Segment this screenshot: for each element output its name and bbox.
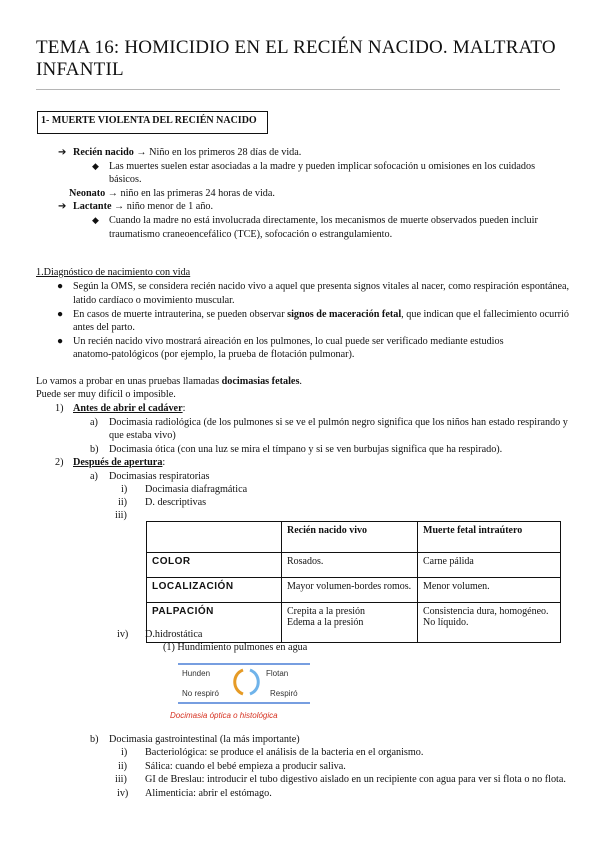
table-cell <box>282 603 418 643</box>
gastro-bacteriologica: Bacteriológica: se produce el análisis de la bacteria en el organismo. <box>145 747 424 758</box>
diagram-hunden: Hunden <box>182 669 211 678</box>
table-header-cell: Recién nacido vivo <box>282 522 418 553</box>
diagram-flotan: Flotan <box>266 669 289 678</box>
diagram-caption: Docimasia óptica o histológica <box>170 711 278 720</box>
rn-sub-line-2: básicos. <box>109 174 142 185</box>
roman-iv: iv) <box>117 629 129 640</box>
arrow-icon: ➔ <box>58 147 67 158</box>
table-row <box>147 603 561 643</box>
table-cell: Menor volumen. <box>418 578 561 603</box>
doc-radiologica-line-2: que estaba vivo) <box>109 430 176 441</box>
section-heading: 1- MUERTE VIOLENTA DEL RECIÉN NACIDO <box>41 115 257 126</box>
doc-intro-pre: Lo vamos a probar en unas pruebas llamadas <box>36 376 222 387</box>
def-neonato <box>69 187 275 200</box>
roman-i: i) <box>121 747 128 758</box>
diag-b2-bold: signos de maceración fetal <box>287 309 402 320</box>
sub-hundimiento: (1) Hundimiento pulmones en agua <box>163 642 308 653</box>
rn-sub-line-1: Las muertes suelen estar asociadas a la madre y pueden implicar sofocación u omisiones en los cuidados <box>109 161 536 172</box>
def-recien-nacido <box>73 146 301 159</box>
diag-b2-pre: En casos de muerte intrauterina, se pueden observar <box>73 309 288 320</box>
doc-diafragmatica: Docimasia diafragmática <box>145 484 248 495</box>
table-cell: Carne pálida <box>418 553 561 578</box>
num-2: 2) <box>55 457 64 468</box>
table-header-cell: Muerte fetal intraútero <box>418 522 561 553</box>
rn-text: → Niño en los primeros 28 días de vida. <box>133 147 302 158</box>
letter-b: b) <box>90 734 99 745</box>
section-heading-box <box>37 111 268 134</box>
table-row-label: PALPACIÓN <box>147 603 282 643</box>
doc-intro <box>36 375 302 388</box>
doc-intro-post: . <box>299 376 302 387</box>
diag-b2-line-1 <box>73 308 569 321</box>
table-cell: Mayor volumen-bordes romos. <box>282 578 418 603</box>
flotation-diagram <box>170 660 320 722</box>
table-cell-line: Consistencia dura, homogéneo. <box>423 606 549 617</box>
title-rule <box>36 89 560 90</box>
roman-iv: iv) <box>117 788 129 799</box>
rn-label: Recién nacido <box>73 147 134 158</box>
diamond-bullet-icon: ◆ <box>92 215 99 225</box>
table-cell: Rosados. <box>282 553 418 578</box>
roman-ii: ii) <box>118 761 128 772</box>
table-row <box>147 578 561 603</box>
gastro-breslau: GI de Breslau: introducir el tubo digestivo aislado en un recipiente con agua para ver si flota o no flota. <box>145 774 566 785</box>
table-header-row <box>147 522 561 553</box>
table-cell-line: Edema a la presión <box>287 617 364 628</box>
table-cell-line: Crepita a la presión <box>287 606 366 617</box>
lac-label: Lactante <box>73 201 112 212</box>
bullet-icon: ● <box>57 309 64 320</box>
roman-iii: iii) <box>115 774 127 785</box>
roman-iii: iii) <box>115 510 127 521</box>
neo-text: → niño en las primeras 24 horas de vida. <box>105 188 275 199</box>
diagram-blue-arc <box>250 670 258 694</box>
letter-a: a) <box>90 471 98 482</box>
page-title <box>36 37 556 81</box>
roman-ii: ii) <box>118 497 128 508</box>
table-corner-cell <box>147 522 282 553</box>
doc-hidrostatica: D.hidrostática <box>145 629 203 640</box>
step-2-label: Después de apertura <box>73 457 163 468</box>
table-cell-line: No líquido. <box>423 617 469 628</box>
step-2-post: : <box>162 457 166 468</box>
diag-b2-post: , que indican que el fallecimiento ocurrió <box>401 309 569 320</box>
comparison-table <box>146 521 561 643</box>
gastro-salica: Sálica: cuando el bebé empieza a producir saliva. <box>145 761 346 772</box>
diag-b3-line-1: Un recién nacido vivo mostrará aireación en los pulmones, lo cual puede ser verificado mediante estudios <box>73 336 504 347</box>
roman-i: i) <box>121 484 128 495</box>
diag-b1-line-2: latido cardíaco o movimiento muscular. <box>73 295 235 306</box>
arrow-icon: ➔ <box>58 201 67 212</box>
diagram-respiro: Respiró <box>270 689 298 698</box>
step-1-post: : <box>182 403 186 414</box>
doc-respiratorias: Docimasias respiratorias <box>109 471 210 482</box>
bullet-icon: ● <box>57 281 64 292</box>
diag-b1-line-1: Según la OMS, se considera recién nacido vivo a aquel que presenta signos vitales al nacer, como respiración espontánea, <box>73 281 570 292</box>
diag-b2-line-2: antes del parto. <box>73 322 135 333</box>
step-1 <box>73 402 185 415</box>
neo-label: Neonato <box>69 188 106 199</box>
title-line-2: INFANTIL <box>36 59 124 80</box>
diamond-bullet-icon: ◆ <box>92 161 99 171</box>
doc-radiologica-line-1: Docimasia radiológica (de los pulmones si se ve el pulmón negro significa que los niños han estado respirando y <box>109 417 568 428</box>
doc-otica: Docimasia ótica (con una luz se mira el tímpano y si se ven burbujas significa que ha respirado). <box>109 444 503 455</box>
step-2 <box>73 456 165 469</box>
gastro-alimenticia: Alimenticia: abrir el estómago. <box>145 788 272 799</box>
title-line-1: TEMA 16: HOMICIDIO EN EL RECIÉN NACIDO. MALTRATO <box>36 37 556 58</box>
diag-heading: 1.Diagnóstico de nacimiento con vida <box>36 267 191 278</box>
diagram-no-respiro: No respiró <box>182 689 219 698</box>
letter-b: b) <box>90 444 99 455</box>
lac-text: → niño menor de 1 año. <box>111 201 214 212</box>
table-row <box>147 553 561 578</box>
doc-intro-bold: docimasias fetales <box>221 376 300 387</box>
table-row-label: LOCALIZACIÓN <box>147 578 282 603</box>
lac-sub-line-2: traumatismo craneoencefálico (TCE), sofocación o estrangulamiento. <box>109 229 393 240</box>
num-1: 1) <box>55 403 64 414</box>
doc-descriptivas: D. descriptivas <box>145 497 207 508</box>
doc-hard: Puede ser muy difícil o imposible. <box>36 389 176 400</box>
diag-b3-line-2: anatomo-patológicos (por ejemplo, la prueba de flotación pulmonar). <box>73 349 355 360</box>
table-cell <box>418 603 561 643</box>
bullet-icon: ● <box>57 336 64 347</box>
table-row-label: COLOR <box>147 553 282 578</box>
doc-gastrointestinal: Docimasia gastrointestinal (la más importante) <box>109 734 300 745</box>
lac-sub-line-1: Cuando la madre no está involucrada directamente, los mecanismos de muerte observados pueden incluir <box>109 215 538 226</box>
letter-a: a) <box>90 417 98 428</box>
step-1-label: Antes de abrir el cadáver <box>73 403 183 414</box>
def-lactante <box>73 200 213 213</box>
diagram-orange-arc <box>235 670 243 694</box>
